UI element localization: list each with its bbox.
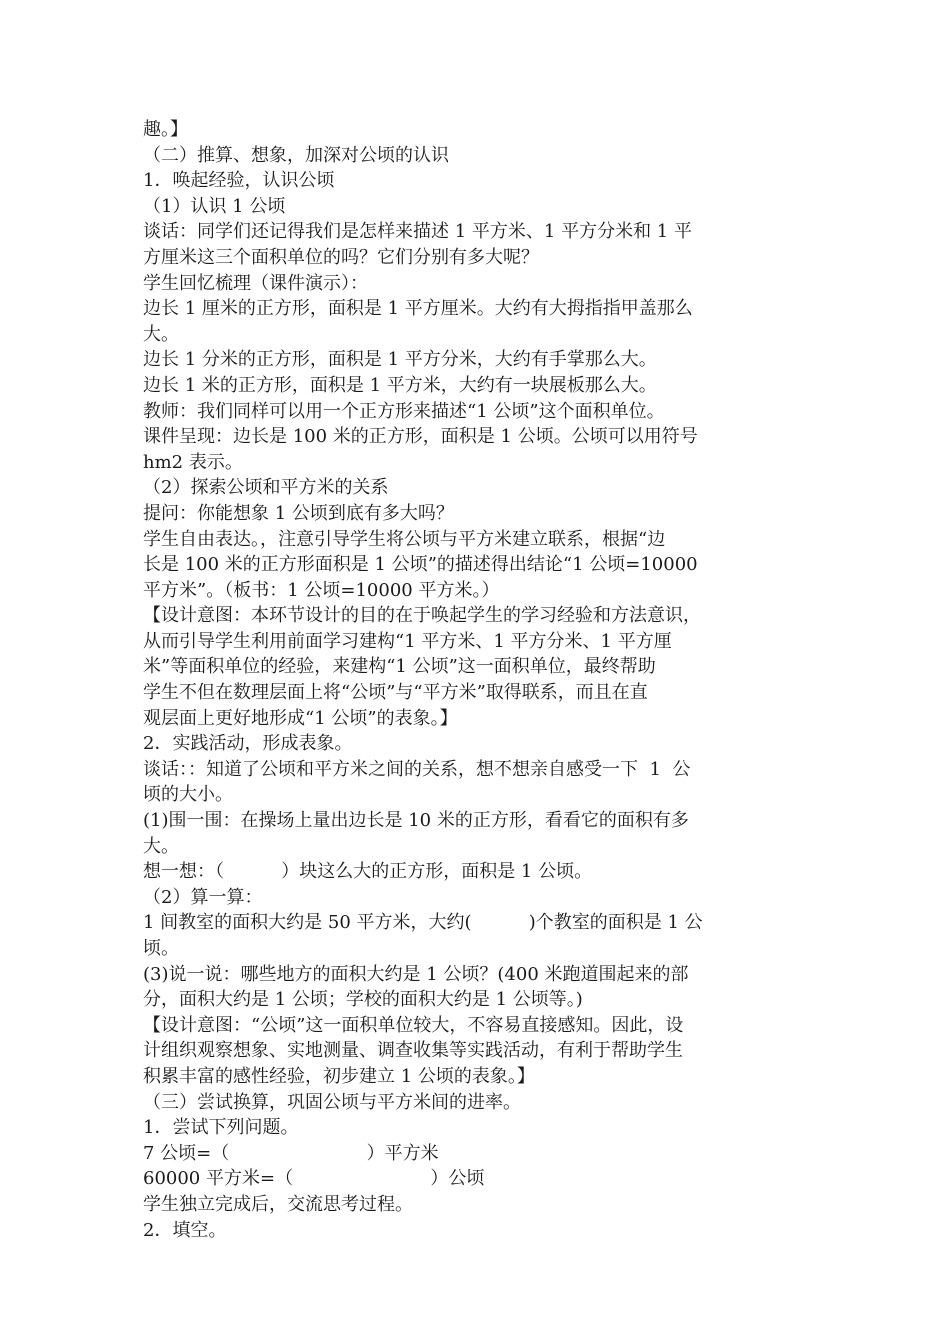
text-line: 大。 [143, 835, 179, 857]
text-line: 谈话：：知道了公顷和平方米之间的关系，想不想亲自感受一下 1 公 [143, 758, 691, 780]
text-line: (3)说一说：哪些地方的面积大约是 1 公顷？(400 米跑道围起来的部 [143, 963, 689, 985]
subsection-heading: 2．填空。 [143, 1219, 227, 1241]
design-intent-text: 米”等面积单位的经验，来建构“1 公顷”这一面积单位，最终帮助 [143, 656, 656, 678]
text-line: 长是 100 米的正方形面积是 1 公顷”的描述得出结论“1 公顷=10000 [143, 554, 698, 576]
text-line: 顷。 [143, 938, 179, 959]
text-line: 谈话：同学们还记得我们是怎样来描述 1 平方米、1 平方分米和 1 平 [143, 221, 692, 243]
section-heading: （二）推算、想象，加深对公顷的认识 [143, 144, 449, 166]
text-line: 趣。】 [143, 119, 188, 140]
design-intent-text: 学生不但在数理层面上将“公顷”与“平方米”取得联系，而且在直 [143, 682, 648, 704]
text-line: 提问：你能想象 1 公顷到底有多大吗？ [143, 502, 454, 524]
design-intent-text: 计组织观察想象、实地测量、调查收集等实践活动，有利于帮助学生 [143, 1040, 683, 1062]
text-line: 顷的大小。 [143, 784, 233, 806]
text-line: 分，面积大约是 1 公顷；学校的面积大约是 1 公顷等。) [143, 989, 583, 1011]
subsection-heading: （2）探索公顷和平方米的关系 [143, 477, 389, 499]
design-intent-text: 观层面上更好地形成“1 公顷”的表象。】 [143, 707, 458, 729]
text-line: 平方米”。（板书：1 公顷=10000 平方米。） [143, 579, 500, 601]
subsection-heading: 1．尝试下列问题。 [143, 1117, 299, 1139]
text-line: 1 间教室的面积大约是 50 平方米，大约( )个教室的面积是 1 公 [143, 912, 703, 934]
subsection-heading: （1）认识 1 公顷 [143, 195, 286, 217]
section-heading: （三）尝试换算，巩固公顷与平方米间的进率。 [143, 1091, 521, 1113]
text-line: (1)围一围：在操场上量出边长是 10 米的正方形，看看它的面积有多 [143, 810, 689, 832]
text-line: hm2 表示。 [143, 451, 243, 473]
document-body [143, 117, 813, 1243]
text-line: 学生独立完成后，交流思考过程。 [143, 1193, 413, 1215]
text-line: （2）算一算： [143, 886, 263, 908]
design-intent-text: 从而引导学生利用前面学习建构“1 平方米、1 平方分米、1 平方厘 [143, 630, 672, 652]
text-line: 边长 1 米的正方形，面积是 1 平方米，大约有一块展板那么大。 [143, 374, 657, 396]
text-line: 大。 [143, 323, 179, 345]
text-line: 课件呈现：边长是 100 米的正方形，面积是 1 公顷。公顷可以用符号 [143, 426, 698, 448]
design-intent-text: 积累丰富的感性经验，初步建立 1 公顷的表象。】 [143, 1065, 535, 1087]
text-line: 边长 1 厘米的正方形，面积是 1 平方厘米。大约有大拇指指甲盖那么 [143, 298, 693, 320]
design-intent-text: 【设计意图：本环节设计的目的在于唤起学生的学习经验和方法意识， [143, 605, 701, 627]
text-line: 想一想：（ ）块这么大的正方形，面积是 1 公顷。 [143, 861, 593, 883]
text-line: 教师：我们同样可以用一个正方形来描述“1 公顷”这个面积单位。 [143, 400, 665, 422]
design-intent-text: 【设计意图：“公顷”这一面积单位较大，不容易直接感知。因此，设 [143, 1014, 684, 1036]
subsection-heading: 1．唤起经验，认识公顷 [143, 170, 335, 192]
text-line: 边长 1 分米的正方形，面积是 1 平方分米，大约有手掌那么大。 [143, 349, 657, 371]
exercise-line: 7 公顷=（ ）平方米 [143, 1142, 439, 1164]
text-line: 学生自由表达。，注意引导学生将公顷与平方米建立联系，根据“边 [143, 528, 666, 550]
text-line: 学生回忆梳理（课件演示）： [143, 272, 368, 294]
text-line: 方厘米这三个面积单位的吗？它们分别有多大呢？ [143, 246, 539, 268]
exercise-line: 60000 平方米=（ ）公顷 [143, 1168, 485, 1190]
subsection-heading: 2．实践活动，形成表象。 [143, 733, 353, 755]
